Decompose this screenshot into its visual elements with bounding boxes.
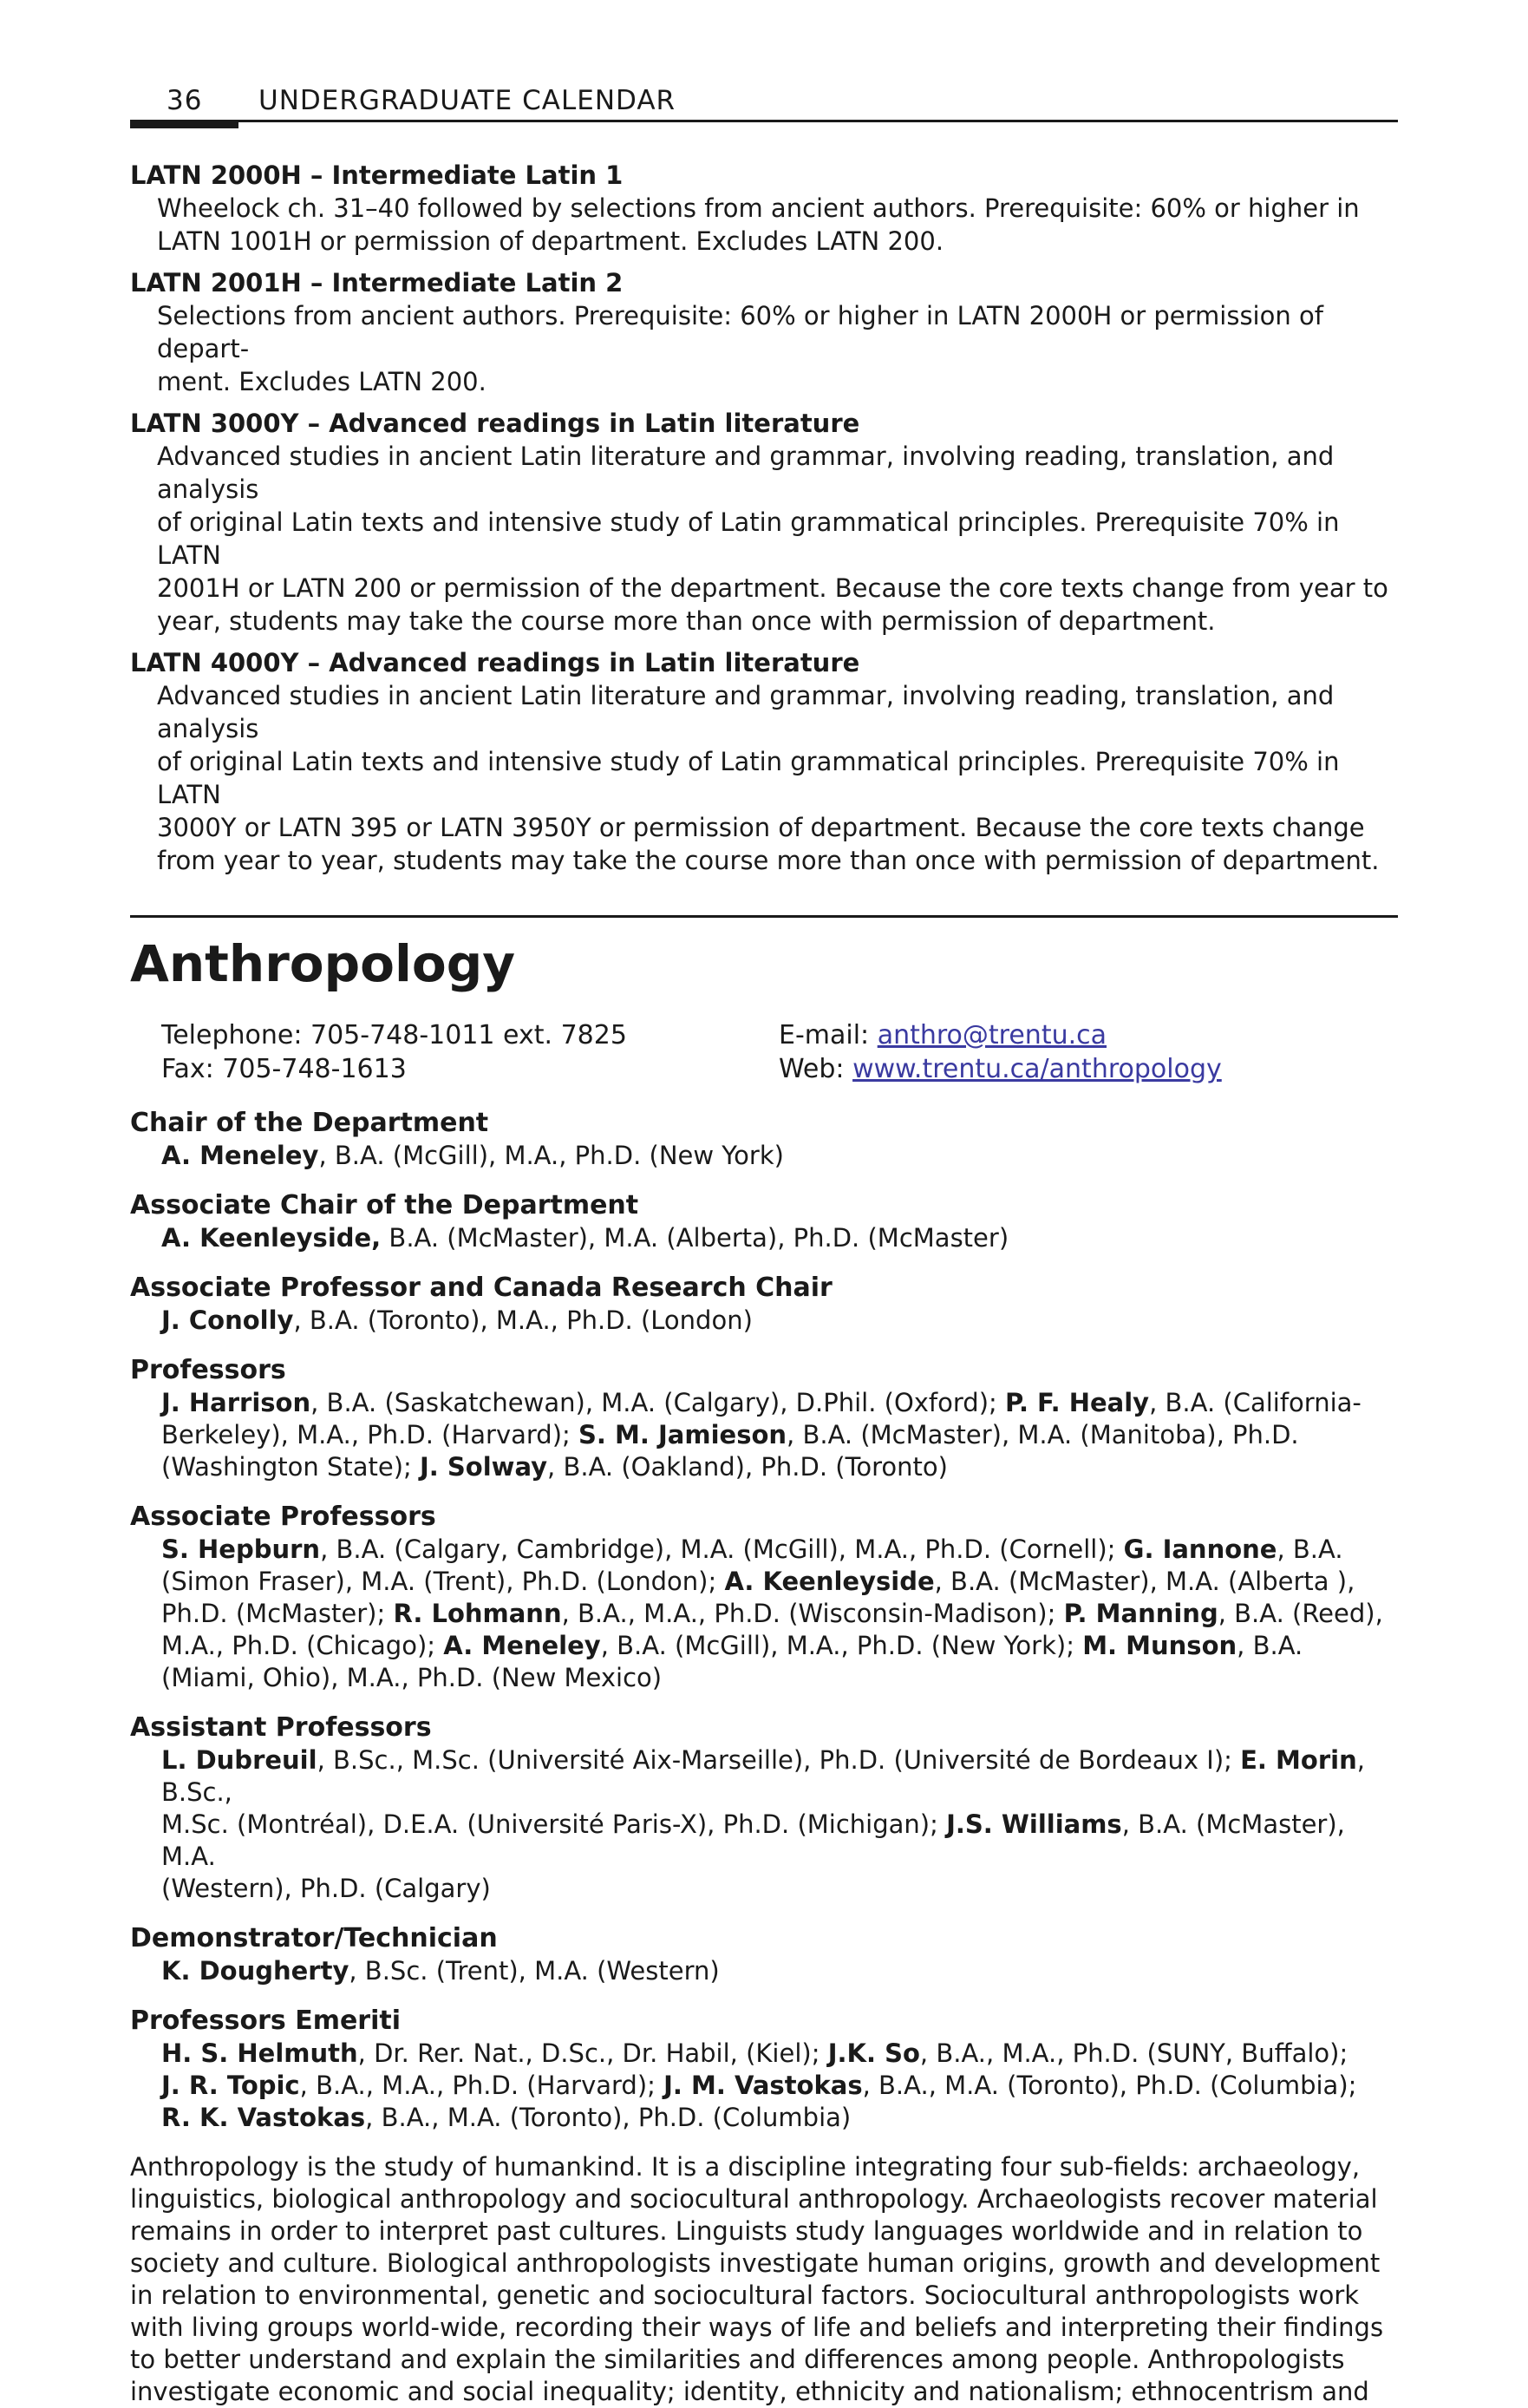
faculty-credentials: B.A. (McMaster), M.A. (Alberta), Ph.D. (McMaster): [381, 1223, 1009, 1253]
faculty-credentials: , B.A. (Reed),: [1218, 1599, 1383, 1628]
faculty-name: S. Hepburn: [161, 1534, 321, 1564]
faculty-line: [161, 1955, 1398, 1987]
section-divider: [130, 915, 1398, 918]
faculty-group-members: [130, 1744, 1398, 1905]
course-description-line: ment. Excludes LATN 200.: [157, 367, 486, 396]
course-entry: [130, 646, 1398, 877]
course-description-line: LATN 1001H or permission of department. Excludes LATN 200.: [157, 226, 944, 256]
department-heading: Anthropology: [130, 934, 516, 993]
faculty-name: G. Iannone: [1123, 1534, 1277, 1564]
faculty-group-heading: Associate Chair of the Department: [130, 1190, 639, 1220]
course-description: [130, 440, 1398, 638]
faculty-name: J.S. Williams: [946, 1809, 1122, 1839]
faculty-group-members: [130, 1305, 1398, 1337]
faculty-line: [161, 2102, 1398, 2134]
faculty-credentials: , B.A., M.A., Ph.D. (Harvard);: [299, 2071, 664, 2100]
faculty-name: P. Manning: [1063, 1599, 1218, 1628]
email-link[interactable]: anthro@trentu.ca: [877, 1020, 1107, 1050]
faculty-credentials: , B.Sc.,: [161, 1745, 1365, 1807]
faculty-credentials: , B.A.: [1237, 1631, 1303, 1660]
faculty-group-members: [130, 1140, 1398, 1172]
faculty-credentials: , B.Sc. (Trent), M.A. (Western): [349, 1956, 720, 1986]
faculty-credentials: Ph.D. (McMaster);: [161, 1599, 394, 1628]
faculty-credentials: , B.Sc., M.Sc. (Université Aix-Marseille), Ph.D. (Université de Bordeaux I);: [317, 1745, 1241, 1775]
faculty-group-members: [130, 1534, 1398, 1694]
faculty-credentials: , B.A. (Toronto), M.A., Ph.D. (London): [293, 1305, 753, 1335]
course-description-line: 3000Y or LATN 395 or LATN 3950Y or permission of department. Because the core texts change: [157, 813, 1365, 842]
faculty-credentials: M.A., Ph.D. (Chicago);: [161, 1631, 444, 1660]
faculty-line: [161, 1598, 1398, 1630]
faculty-line: [161, 1222, 1398, 1254]
course-entry: [130, 159, 1398, 258]
department-intro: [130, 2151, 1398, 2408]
faculty-group-members: [130, 1222, 1398, 1254]
faculty-name: J. Solway: [420, 1452, 548, 1482]
faculty-name: S. M. Jamieson: [578, 1420, 787, 1449]
faculty-credentials: Berkeley), M.A., Ph.D. (Harvard);: [161, 1420, 579, 1449]
course-title: LATN 2001H – Intermediate Latin 2: [130, 268, 624, 298]
faculty-group: [130, 1272, 1398, 1337]
intro-line: to better understand and explain the similarities and differences among people. Anthropologists: [130, 2345, 1345, 2374]
course-list: [130, 159, 1398, 877]
running-header: [130, 78, 1398, 130]
faculty-credentials: , B.A. (McMaster), M.A. (Manitoba), Ph.D.: [787, 1420, 1299, 1449]
faculty-group: [130, 1189, 1398, 1254]
faculty-line: [161, 1451, 1398, 1483]
faculty-group-members: [130, 2038, 1398, 2134]
faculty-name: A. Meneley: [161, 1141, 319, 1170]
intro-line: Anthropology is the study of humankind. It is a discipline integrating four sub-fields: archaeology,: [130, 2152, 1361, 2182]
email-row: [779, 1018, 1222, 1052]
contact-web-column: [779, 1018, 1222, 1086]
course-description-line: Selections from ancient authors. Prerequisite: 60% or higher in LATN 2000H or permission of depart-: [157, 301, 1323, 363]
telephone: Telephone: 705-748-1011 ext. 7825: [161, 1020, 627, 1050]
faculty-credentials: , B.A., M.A. (Toronto), Ph.D. (Columbia): [365, 2103, 852, 2132]
faculty-list: [130, 1107, 1398, 2134]
faculty-group-heading: Professors: [130, 1355, 286, 1385]
course-description-line: Advanced studies in ancient Latin literature and grammar, involving reading, translation, and analysis: [157, 681, 1335, 743]
faculty-group: [130, 1501, 1398, 1694]
faculty-credentials: , B.A. (Saskatchewan), M.A. (Calgary), D.Phil. (Oxford);: [310, 1388, 1006, 1417]
faculty-credentials: , Dr. Rer. Nat., D.Sc., Dr. Habil, (Kiel);: [357, 2038, 828, 2068]
course-description: [130, 679, 1398, 877]
course-description-line: of original Latin texts and intensive study of Latin grammatical principles. Prerequisite 70% in LATN: [157, 747, 1340, 809]
faculty-line: [161, 2070, 1398, 2102]
faculty-name: J. M. Vastokas: [663, 2071, 863, 2100]
page-number: 36: [167, 85, 203, 116]
web-label: Web:: [779, 1054, 853, 1084]
faculty-name: K. Dougherty: [161, 1956, 349, 1986]
web-row: [779, 1052, 1222, 1086]
faculty-line: [161, 1140, 1398, 1172]
faculty-line: [161, 1873, 1398, 1905]
faculty-line: [161, 1305, 1398, 1337]
faculty-credentials: , B.A., M.A. (Toronto), Ph.D. (Columbia);: [862, 2071, 1357, 2100]
course-description: [130, 299, 1398, 398]
faculty-credentials: , B.A. (California-: [1149, 1388, 1361, 1417]
faculty-credentials: (Washington State);: [161, 1452, 421, 1482]
faculty-credentials: , B.A. (Calgary, Cambridge), M.A. (McGill), M.A., Ph.D. (Cornell);: [320, 1534, 1124, 1564]
course-description-line: from year to year, students may take the course more than once with permission of department.: [157, 846, 1380, 875]
faculty-name: L. Dubreuil: [161, 1745, 317, 1775]
faculty-credentials: , B.A. (McGill), M.A., Ph.D. (New York);: [600, 1631, 1083, 1660]
faculty-line: [161, 1809, 1398, 1873]
faculty-name: J. R. Topic: [161, 2071, 300, 2100]
course-title: LATN 4000Y – Advanced readings in Latin literature: [130, 648, 860, 677]
faculty-name: A. Keenleyside,: [161, 1223, 382, 1253]
faculty-line: [161, 1419, 1398, 1451]
contact-phone-column: [161, 1018, 627, 1086]
faculty-group: [130, 1711, 1398, 1905]
faculty-line: [161, 1662, 1398, 1694]
faculty-group-heading: Professors Emeriti: [130, 2006, 402, 2036]
intro-line: in relation to environmental, genetic and sociocultural factors. Sociocultural anthropologists work: [130, 2280, 1360, 2310]
course-description-line: Advanced studies in ancient Latin literature and grammar, involving reading, translation, and analysis: [157, 442, 1335, 504]
course-description-line: 2001H or LATN 200 or permission of the department. Because the core texts change from year to: [157, 573, 1388, 603]
course-description: [130, 192, 1398, 258]
faculty-group: [130, 1922, 1398, 1987]
intro-line: society and culture. Biological anthropologists investigate human origins, growth and development: [130, 2248, 1381, 2278]
faculty-credentials: , B.A. (McMaster), M.A.: [161, 1809, 1345, 1871]
page-content: [130, 159, 1398, 2408]
course-description-line: year, students may take the course more than once with permission of department.: [157, 606, 1216, 636]
course-entry: [130, 407, 1398, 638]
faculty-name: H. S. Helmuth: [161, 2038, 358, 2068]
intro-line: with living groups world-wide, recording their ways of life and beliefs and interpreting their findings: [130, 2313, 1384, 2342]
faculty-group-heading: Associate Professor and Canada Research Chair: [130, 1273, 833, 1303]
faculty-credentials: , B.A., M.A., Ph.D. (Wisconsin-Madison);: [561, 1599, 1064, 1628]
intro-line: investigate economic and social inequality; identity, ethnicity and nationalism; ethnocentrism and: [130, 2377, 1369, 2406]
running-title: UNDERGRADUATE CALENDAR: [258, 85, 676, 116]
faculty-line: [161, 1744, 1398, 1809]
header-rule: [130, 120, 1398, 122]
course-description-line: Wheelock ch. 31–40 followed by selections from ancient authors. Prerequisite: 60% or higher in: [157, 193, 1360, 223]
faculty-group-heading: Chair of the Department: [130, 1108, 489, 1138]
faculty-credentials: , B.A. (McMaster), M.A. (Alberta ),: [934, 1567, 1355, 1596]
faculty-credentials: (Miami, Ohio), M.A., Ph.D. (New Mexico): [161, 1663, 663, 1692]
intro-line: linguistics, biological anthropology and sociocultural anthropology. Archaeologists recover material: [130, 2184, 1378, 2214]
faculty-group-members: [130, 1387, 1398, 1483]
faculty-credentials: , B.A.: [1277, 1534, 1343, 1564]
faculty-name: P. F. Healy: [1005, 1388, 1150, 1417]
web-link[interactable]: www.trentu.ca/anthropology: [852, 1054, 1222, 1084]
faculty-name: A. Meneley: [443, 1631, 601, 1660]
course-description-line: of original Latin texts and intensive study of Latin grammatical principles. Prerequisite 70% in LATN: [157, 507, 1340, 570]
course-entry: [130, 266, 1398, 398]
faculty-name: R. Lohmann: [393, 1599, 562, 1628]
email-label: E-mail:: [779, 1020, 878, 1050]
faculty-name: J. Harrison: [161, 1388, 311, 1417]
faculty-group-heading: Associate Professors: [130, 1502, 436, 1532]
contact-info: [130, 1018, 1398, 1093]
faculty-name: A. Keenleyside: [724, 1567, 935, 1596]
faculty-group-heading: Demonstrator/Technician: [130, 1923, 498, 1953]
faculty-line: [161, 1566, 1398, 1598]
faculty-group-heading: Assistant Professors: [130, 1712, 432, 1743]
faculty-group: [130, 2005, 1398, 2134]
faculty-name: J. Conolly: [161, 1305, 294, 1335]
faculty-name: R. K. Vastokas: [161, 2103, 366, 2132]
faculty-line: [161, 1630, 1398, 1662]
intro-line: remains in order to interpret past cultures. Linguists study languages worldwide and in relation to: [130, 2216, 1363, 2246]
faculty-line: [161, 2038, 1398, 2070]
faculty-credentials: M.Sc. (Montréal), D.E.A. (Université Paris-X), Ph.D. (Michigan);: [161, 1809, 947, 1839]
fax: Fax: 705-748-1613: [161, 1054, 407, 1084]
faculty-name: J.K. So: [827, 2038, 920, 2068]
faculty-line: [161, 1387, 1398, 1419]
course-title: LATN 3000Y – Advanced readings in Latin literature: [130, 409, 860, 438]
faculty-line: [161, 1534, 1398, 1566]
faculty-credentials: , B.A. (Oakland), Ph.D. (Toronto): [547, 1452, 948, 1482]
faculty-credentials: (Western), Ph.D. (Calgary): [161, 1874, 491, 1903]
faculty-credentials: , B.A., M.A., Ph.D. (SUNY, Buffalo);: [919, 2038, 1348, 2068]
faculty-name: E. Morin: [1240, 1745, 1357, 1775]
faculty-credentials: (Simon Fraser), M.A. (Trent), Ph.D. (London);: [161, 1567, 725, 1596]
course-title: LATN 2000H – Intermediate Latin 1: [130, 160, 624, 190]
faculty-credentials: , B.A. (McGill), M.A., Ph.D. (New York): [318, 1141, 784, 1170]
faculty-group: [130, 1354, 1398, 1483]
faculty-group-members: [130, 1955, 1398, 1987]
faculty-name: M. Munson: [1082, 1631, 1237, 1660]
faculty-group: [130, 1107, 1398, 1172]
